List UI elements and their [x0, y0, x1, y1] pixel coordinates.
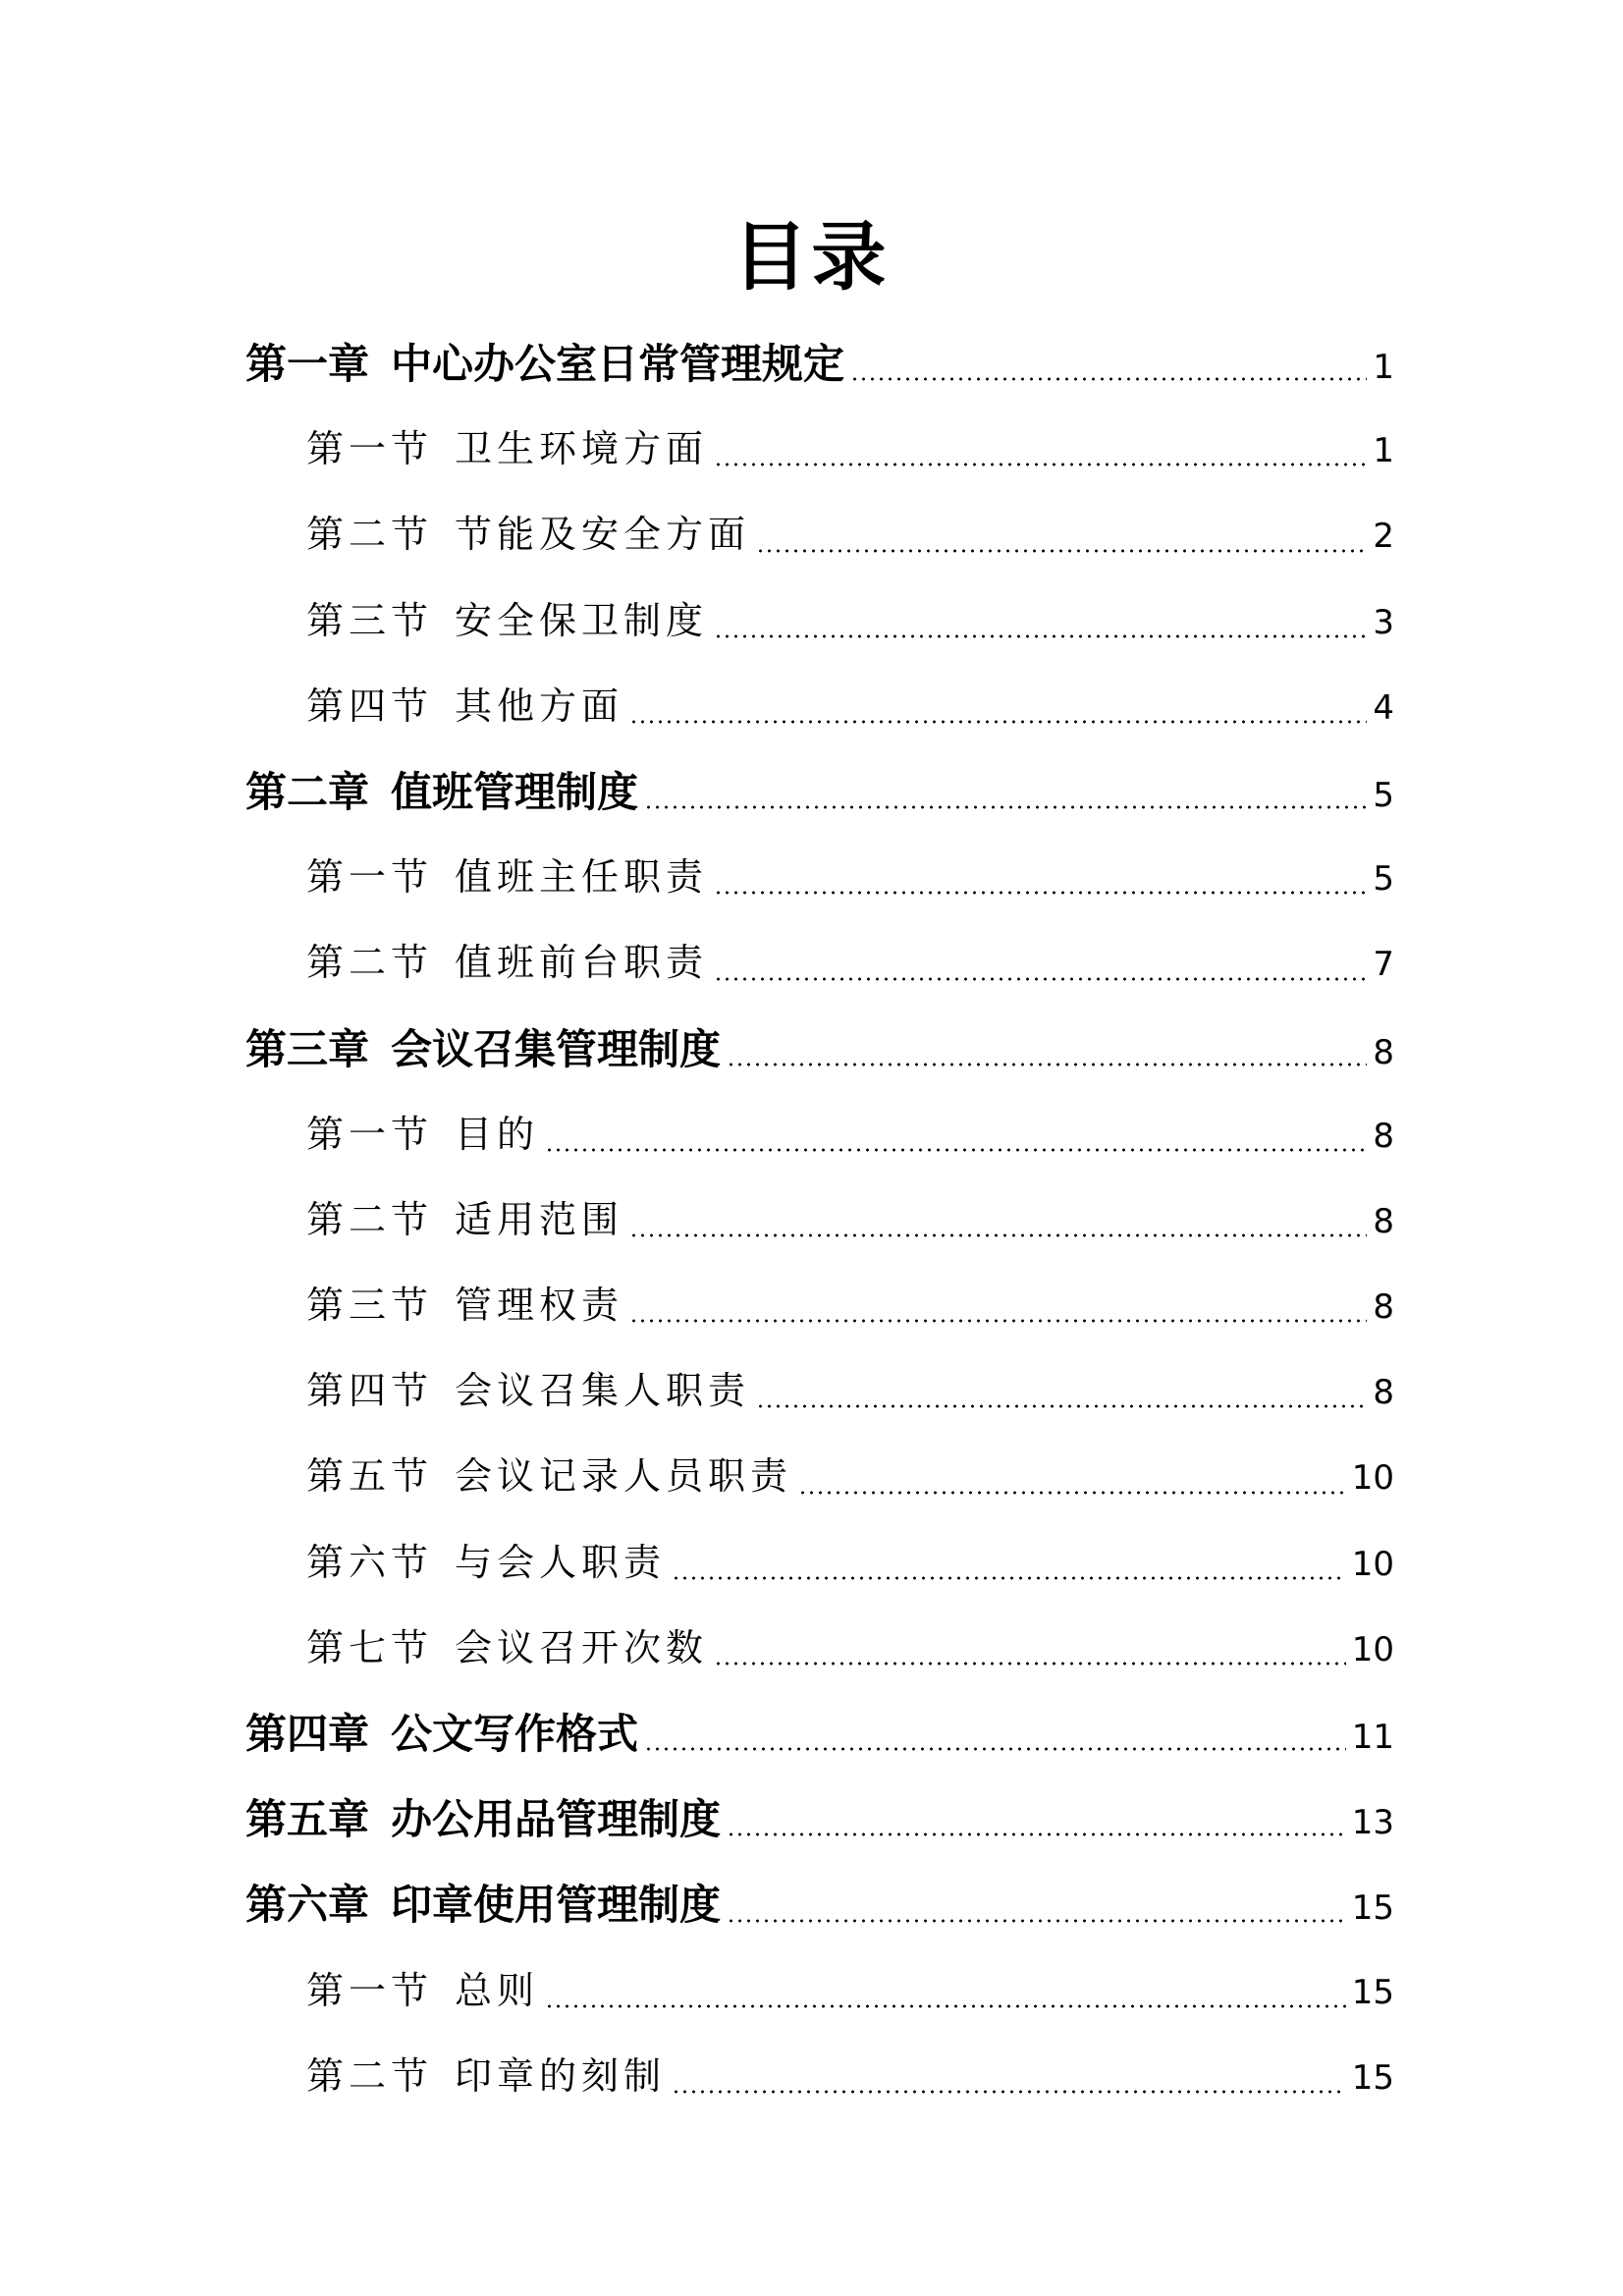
toc-entry[interactable]: [245, 1434, 1394, 1519]
toc-entry-label: [245, 1777, 721, 1862]
toc-entry-label: [245, 1862, 721, 1947]
toc-entry[interactable]: [245, 1691, 1394, 1777]
toc-entry-page: 13: [1351, 1803, 1394, 1843]
toc-entry-number: 第一节: [306, 1112, 434, 1156]
toc-entry-number: 第二节: [306, 513, 434, 557]
toc-entry-label: [306, 407, 708, 492]
toc-entry-number: 第七节: [306, 1625, 434, 1669]
toc-entry-number: 第四节: [306, 683, 434, 728]
toc-entry-number: 第二节: [306, 1197, 434, 1241]
toc-entry-label: [306, 1948, 539, 2034]
toc-entry[interactable]: [245, 1177, 1394, 1263]
toc-entry[interactable]: [245, 1092, 1394, 1177]
toc-entry-label: [306, 492, 750, 577]
toc-entry-title: 办公用品管理制度: [391, 1795, 722, 1844]
toc-entry-number: 第一节: [306, 427, 434, 471]
toc-entry-label: [306, 1348, 750, 1434]
toc-entry-title: 管理权责: [455, 1284, 624, 1328]
toc-entry-page: 15: [1351, 2057, 1394, 2098]
toc-entry-title: 会议记录人员职责: [455, 1454, 793, 1499]
toc-entry-title: 适用范围: [455, 1197, 624, 1241]
toc-entry-number: 第一章: [245, 340, 370, 388]
toc-entry-title: 与会人职责: [455, 1540, 667, 1584]
toc-entry[interactable]: [245, 749, 1394, 835]
toc-entry-title: 会议召集管理制度: [391, 1024, 722, 1073]
toc-entry-number: 第四章: [245, 1710, 370, 1758]
dot-leader: [727, 1919, 1346, 1923]
toc-entry-label: [306, 920, 708, 1006]
toc-entry-title: 目的: [455, 1112, 540, 1156]
toc-entry-page: 8: [1373, 1032, 1394, 1072]
toc-entry-page: 1: [1373, 348, 1394, 387]
toc-entry-number: 第三章: [245, 1024, 370, 1073]
toc-entry-page: 10: [1351, 1629, 1394, 1669]
toc-entry-label: [245, 749, 638, 835]
toc-entry[interactable]: [245, 407, 1394, 492]
toc-entry[interactable]: [245, 1948, 1394, 2034]
toc-entry-title: 总则: [455, 1968, 540, 2012]
dot-leader: [727, 1832, 1346, 1836]
toc-entry[interactable]: [245, 2034, 1394, 2119]
dot-leader: [714, 634, 1367, 638]
dot-leader: [850, 377, 1367, 381]
toc-entry-label: [245, 1007, 721, 1092]
toc-entry-label: [306, 664, 623, 749]
toc-entry-label: [306, 835, 708, 920]
toc-entry-label: [306, 1092, 539, 1177]
dot-leader: [756, 549, 1367, 553]
page-title: 目录: [732, 213, 891, 301]
dot-leader: [545, 2004, 1346, 2008]
toc-entry-title: 印章的刻制: [455, 2053, 667, 2098]
toc-entry[interactable]: [245, 1520, 1394, 1606]
toc-entry[interactable]: [245, 1606, 1394, 1691]
toc-entry-label: [306, 1606, 708, 1691]
toc-entry[interactable]: [245, 664, 1394, 749]
toc-entry-number: 第一节: [306, 855, 434, 900]
toc-entry-title: 公文写作格式: [391, 1710, 639, 1758]
toc-entry-title: 值班前台职责: [455, 941, 709, 985]
toc-entry-label: [306, 1263, 623, 1348]
toc-entry[interactable]: [245, 578, 1394, 664]
toc-entry-title: 印章使用管理制度: [391, 1881, 722, 1930]
toc-entry-page: 4: [1373, 687, 1394, 728]
dot-leader: [629, 1319, 1367, 1323]
toc-entry-number: 第二节: [306, 2053, 434, 2098]
dot-leader: [798, 1491, 1346, 1495]
toc-entry-title: 值班管理制度: [391, 767, 639, 816]
toc-entry-page: 3: [1373, 602, 1394, 642]
dot-leader: [727, 1063, 1367, 1066]
toc-entry-page: 5: [1373, 775, 1394, 815]
toc-entry-label: [306, 1434, 792, 1519]
toc-entry[interactable]: [245, 920, 1394, 1006]
toc-entry-page: 2: [1373, 517, 1394, 557]
dot-leader: [672, 1576, 1346, 1580]
dot-leader: [644, 1747, 1346, 1751]
toc-entry-label: [306, 2034, 666, 2119]
toc-entry-number: 第六章: [245, 1881, 370, 1930]
toc-entry-label: [245, 321, 844, 407]
toc-entry-title: 卫生环境方面: [455, 427, 709, 471]
toc-entry-title: 节能及安全方面: [455, 513, 751, 557]
toc-entry-number: 第三节: [306, 598, 434, 642]
toc-entry-title: 值班主任职责: [455, 855, 709, 900]
toc-entry[interactable]: [245, 1263, 1394, 1348]
toc-entry-number: 第五节: [306, 1454, 434, 1499]
toc-entry[interactable]: [245, 835, 1394, 920]
table-of-contents: [245, 321, 1394, 2119]
toc-entry-number: 第四节: [306, 1369, 434, 1413]
toc-entry-page: 15: [1351, 1888, 1394, 1929]
toc-entry[interactable]: [245, 1007, 1394, 1092]
toc-entry-title: 安全保卫制度: [455, 598, 709, 642]
toc-entry-page: 7: [1373, 945, 1394, 985]
dot-leader: [545, 1148, 1367, 1152]
dot-leader: [714, 463, 1367, 466]
toc-entry-label: [245, 1691, 638, 1777]
dot-leader: [672, 2090, 1346, 2094]
toc-entry-page: 10: [1351, 1458, 1394, 1499]
toc-entry-page: 8: [1373, 1287, 1394, 1328]
toc-entry[interactable]: [245, 1348, 1394, 1434]
toc-entry[interactable]: [245, 1862, 1394, 1947]
toc-entry-label: [306, 1520, 666, 1606]
toc-entry-page: 15: [1351, 1972, 1394, 2012]
toc-entry-page: 10: [1351, 1544, 1394, 1584]
toc-entry-title: 会议召开次数: [455, 1625, 709, 1669]
toc-entry[interactable]: [245, 321, 1394, 407]
dot-leader: [629, 720, 1367, 724]
dot-leader: [629, 1233, 1367, 1237]
toc-entry-title: 会议召集人职责: [455, 1369, 751, 1413]
toc-entry-title: 其他方面: [455, 683, 624, 728]
toc-entry-page: 11: [1351, 1718, 1394, 1757]
toc-entry-number: 第二章: [245, 767, 370, 816]
toc-entry-number: 第三节: [306, 1284, 434, 1328]
toc-entry-number: 第一节: [306, 1968, 434, 2012]
toc-entry-page: 5: [1373, 859, 1394, 900]
dot-leader: [714, 977, 1367, 981]
toc-entry-label: [306, 578, 708, 664]
dot-leader: [714, 891, 1367, 895]
dot-leader: [644, 805, 1367, 809]
toc-entry-title: 中心办公室日常管理规定: [391, 340, 845, 388]
toc-entry[interactable]: [245, 1777, 1394, 1862]
toc-entry-label: [306, 1177, 623, 1263]
toc-entry-page: 8: [1373, 1373, 1394, 1413]
toc-entry[interactable]: [245, 492, 1394, 577]
dot-leader: [756, 1404, 1367, 1408]
toc-entry-page: 8: [1373, 1116, 1394, 1156]
toc-entry-page: 1: [1373, 431, 1394, 471]
toc-entry-number: 第六节: [306, 1540, 434, 1584]
toc-entry-number: 第五章: [245, 1795, 370, 1844]
dot-leader: [714, 1662, 1346, 1666]
toc-entry-page: 8: [1373, 1201, 1394, 1241]
toc-entry-number: 第二节: [306, 941, 434, 985]
